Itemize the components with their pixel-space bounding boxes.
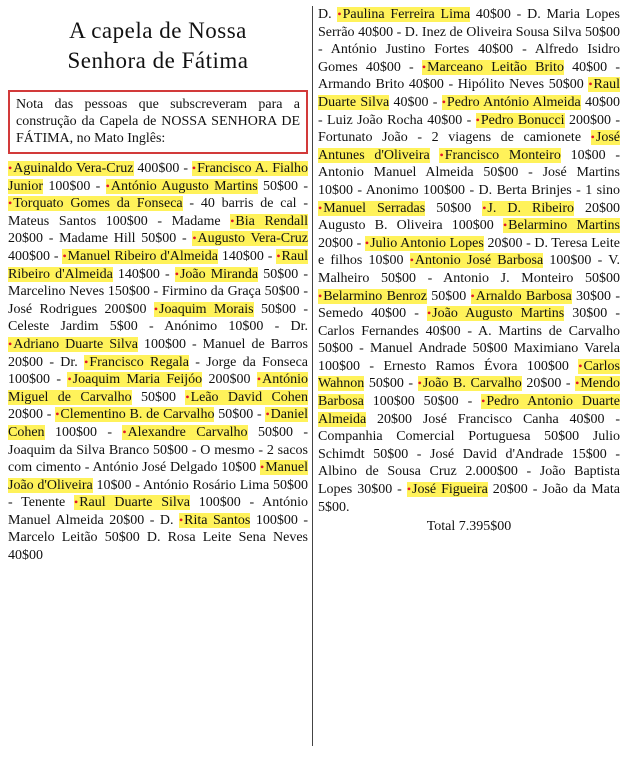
entry-amount: 50$00 - [257,178,308,194]
entry-amount: 50$00 - Marcelino Neves 150$00 - Firmino da Graça 50$00 - José Rodrigues 200$00 [8,266,308,317]
highlighted-name: • Francisco Regala [84,355,189,370]
entry-amount: 140$00 - [217,248,277,264]
entry-amount: 100$00 50$00 - [363,394,482,410]
highlighted-name: • Augusto Vera-Cruz [192,231,308,246]
highlighted-name: • Julio Antonio Lopes [365,236,484,251]
entry-amount: 20$00 Augusto B. Oliveira 100$00 [318,200,621,234]
column-divider [312,6,313,746]
highlighted-name: • Belarmino Martins [503,218,620,233]
entry-amount: 140$00 - [112,266,175,282]
highlighted-name: • José Figueira [407,482,488,497]
entry-amount: 40$00 - Armando Brito 40$00 - Hipólito Neves 50$00 [318,59,620,93]
highlighted-name: • Leão David Cohen [185,390,308,405]
entry-amount: 400$00 - [133,161,192,176]
highlighted-name: • Daniel Cohen [8,407,308,440]
right-column [318,6,620,536]
highlighted-name: • Alexandre Carvalho [122,425,247,440]
highlighted-name: • Francisco Monteiro [439,148,560,163]
entry-amount: 100$00 - [43,178,106,194]
right-subscriber-list [318,6,620,516]
entry-amount: 50$00 - Celeste Jardim 5$00 - Anónimo 10$00 - Dr. [8,301,308,335]
highlighted-name: • Clementino B. de Carvalho [55,407,214,422]
title-line-2: Senhora de Fátima [67,48,249,73]
left-subscriber-list [8,160,308,565]
entry-amount: 50$00 - [364,376,418,392]
entry-amount: 30$00 - Semedo 40$00 - [318,288,620,322]
highlighted-name: • Joaquim Morais [154,302,254,317]
highlighted-name: • Mendo Barbosa [318,376,620,409]
highlighted-name: • Raul Duarte Silva [318,77,620,110]
entry-amount: 10$00 - António Rosário Lima 50$00 - Tenente [8,477,308,511]
total-amount: Total 7.395$00 [426,519,512,535]
entry-amount: 400$00 - [8,248,63,264]
highlighted-name: • Torquato Gomes da Fonseca [8,196,183,211]
highlighted-name: • J. D. Ribeiro [482,201,574,216]
highlighted-name: • Manuel Ribeiro d'Almeida [62,249,218,264]
note-text: Nota das pessoas que subscreveram para a construção da Capela de NOSSA SENHORA DE FÁTIMA, no Mato Inglês: [16,97,300,146]
highlighted-name: • Marceano Leitão Brito [422,60,564,75]
entry-amount: 100$00 - Manuel de Barros 20$00 - Dr. [8,336,309,370]
entry-amount: 200$00 [202,372,257,388]
entry-amount: 20$00 - [8,407,56,423]
highlighted-name: • Bia Rendall [230,214,308,229]
highlighted-name: • Pedro Bonucci [476,113,565,128]
highlighted-name: • Pedro António Almeida [442,95,581,110]
highlighted-name: • Raul Duarte Silva [74,495,190,510]
subscriber-paragraph [318,6,620,516]
entry-amount: 50$00 [425,200,483,216]
entry-amount: 100$00 - [44,424,123,440]
subscription-note [8,90,308,154]
entry-amount: - 40 barris de cal - Mateus Santos 100$00 - Madame [8,196,309,229]
highlighted-name: • Pedro Antonio Duarte Almeida [318,394,620,427]
entry-amount: 30$00 - Carlos Fernandes 40$00 - A. Martins de Carvalho 50$00 - Manuel Andrade 50$00 Maximiano Varela 100$00 - Ernesto Ramos Évora 100$00 [318,306,620,374]
entry-amount: 100$00 - Marcelo Leitão 50$00 D. Rosa Leite Sena Neves 40$00 [8,512,308,564]
highlighted-name: • Manuel João d'Oliveira [8,460,308,493]
highlighted-name: • José Antunes d'Oliveira [318,130,620,163]
entry-amount: 200$00 - Fortunato João - 2 viagens de camionete [318,112,620,146]
highlighted-name: • João Miranda [175,267,258,282]
highlighted-name: • Raul Ribeiro d'Almeida [8,249,308,282]
entry-amount: - Jorge da Fonseca 100$00 - [8,354,308,388]
entry-amount: 40$00 - Luiz João Rocha 40$00 - [318,94,621,128]
entry-amount: 100$00 - V. Malheiro 50$00 - Antonio J. Monteiro 50$00 [318,253,620,286]
entry-amount: 20$00 - D. Teresa Leite e filhos 10$00 [318,235,620,269]
entry-amount: 40$00 - [389,94,442,110]
highlighted-name: • Antonio José Barbosa [410,253,543,268]
highlighted-name: • Adriano Duarte Silva [8,337,138,352]
entry-amount: 50$00 [131,389,186,405]
highlighted-name: • Manuel Serradas [318,201,425,216]
entry-amount: 20$00 José Francisco Canha 40$00 - Companhia Comercial Portuguesa 50$00 Julio Schimdt 50$00 - José David d'Andrade 15$00 - Albino de Sousa Cruz 2.000$00 - João Baptista Lopes 30$00 - [318,411,620,498]
highlighted-name: • João Augusto Martins [427,306,564,321]
entry-amount: 50$00 - Joaquim da Silva Branco 50$00 - O mesmo - 2 sacos com cimento - António José Delgado 10$00 [8,424,308,476]
entry-amount: 50$00 - [214,407,266,423]
highlighted-name: • Rita Santos [179,513,250,528]
highlighted-name: • João B. Carvalho [418,376,522,391]
entry-amount: 50$00 [427,288,471,304]
highlighted-name: • Paulina Ferreira Lima [337,7,470,22]
highlighted-name: • Belarmino Benroz [318,289,427,304]
entry-amount: 40$00 - D. Maria Lopes Serrão 40$00 - D. Inez de Oliveira Sousa Silva 50$00 - António Justino Fortes 40$00 - Alfredo Isidro Gomes 40$00 - [318,7,620,75]
entry-amount: 10$00 - Antonio Manuel Almeida 50$00 - José Martins 10$00 - Anonimo 100$00 - D. Berta Brinjes - 1 sino [318,147,621,198]
highlighted-name: • Arnaldo Barbosa [471,289,572,304]
entry-amount: 20$00 - Madame Hill 50$00 - [8,231,193,247]
left-column [8,6,308,565]
entry-prefix: D. [318,7,338,22]
article-title [8,16,308,76]
entry-amount: 20$00 - [521,376,576,392]
highlighted-name: • Aguinaldo Vera-Cruz [8,161,134,176]
highlighted-name: • António Augusto Martins [106,179,258,194]
highlighted-name: • Francisco A. Fialho Junior [8,161,308,194]
title-line-1: A capela de Nossa [69,18,247,43]
entry-amount: 20$00 - João da Mata 5$00. [318,482,620,515]
entry-amount: 20$00 - [318,235,365,251]
highlighted-name: • António Miguel de Carvalho [8,372,308,405]
highlighted-name: • Carlos Wahnon [318,359,620,392]
highlighted-name: • Joaquim Maria Feijóo [67,372,202,387]
subscriber-paragraph [8,160,308,565]
entry-amount: 100$00 - António Manuel Almeida 20$00 - D. [8,495,309,528]
